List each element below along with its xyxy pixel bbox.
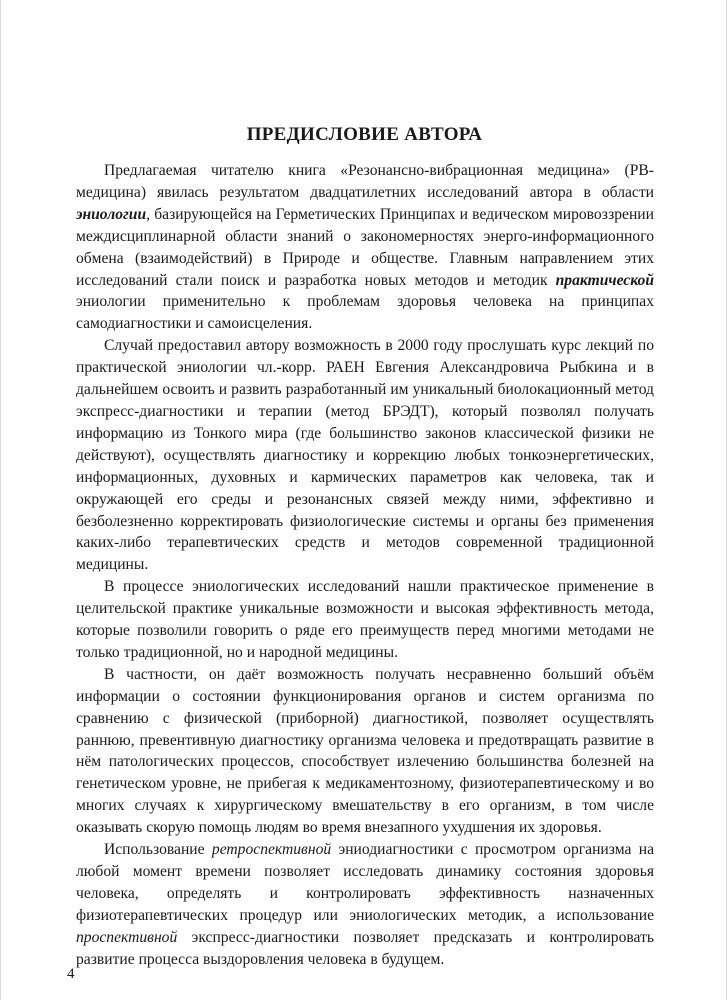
paragraph-1-part-a: Предлагаемая читателю книга «Резонансно-вибрационная медицина» (РВ-медицина) явилась результатом двадцатилетних исследований автора в области: [76, 162, 654, 201]
paragraph-5-part-c: эниодиагностики с просмотром организма на любой момент времени позволяет исследовать динамику состояния здоровья человека, определять и контролировать эффективность назначенных физиотерапевтических процедур или эниологических методик, а использование: [76, 841, 654, 924]
page-title: ПРЕДИСЛОВИЕ АВТОРА: [246, 124, 483, 145]
paragraph-2: Случай предоставил автору возможность в 2000 году прослушать курс лекций по практической эниологии чл.-корр. РАЕН Евгения Александровича Рыбкина и в дальнейшем освоить и развить разработанный им уникальный биолокационный метод экспресс-диагностики и терапии (метод БРЭДТ), который позволял получать информацию из Тонкого мира (где большинство законов классической физики не действуют), осуществлять диагностику и коррекцию любых тонкоэнергетических, информационных, духовных и кармических параметров как человека, так и окружающей его среды и резонансных связей между ними, эффективно и безболезненно корректировать физиологические системы и органы без применения каких-либо терапевтических средств и методов современной традиционной медицины.: [76, 337, 654, 574]
paragraph-1-part-c: , базирующейся на Герметических Принципах и ведическом мировоззрении междисциплинарной области знаний о закономерностях энерго-информационного обмена (взаимодействий) в Природе и обществе. Главным направлением этих исследований стали поиск и разработка новых методов и методик: [76, 205, 654, 289]
paragraph-5: [76, 839, 654, 970]
paragraph-1: [76, 160, 654, 335]
paragraph-4: В частности, он даёт возможность получать несравненно больший объём информации о состоянии функционирования органов и систем организма по сравнению с физической (приборной) диагностикой, позволяет осуществлять раннюю, превентивную диагностику организма человека и предотвращать развитие в нём патологических процессов, способствует излечению большинства болезней на генетическом уровне, не прибегая к медикаментозному, физиотерапевтическому и во многих случаях к хирургическому вмешательству в его организм, в том числе оказывать скорую помощь людям во время внезапного ухудшения их здоровья.: [76, 665, 654, 837]
emphasis-retrospective: ретроспективной: [211, 841, 332, 859]
paragraph-5-part-e: экспресс-диагностики позволяет предсказать и контролировать развитие процесса выздоровления человека в будущем.: [76, 928, 654, 968]
emphasis-eniology: эниологии: [76, 205, 147, 223]
emphasis-practical: практической: [555, 271, 654, 289]
paragraph-3: В процессе эниологических исследований нашли практическое применение в целительской практике уникальные возможности и высокая эффективность метода, которые позволили говорить о ряде его преимуществ перед многими методами не только традиционной, но и народной медицины.: [76, 578, 654, 661]
paragraph-1-part-e: эниологии применительно к проблемам здоровья человека на принципах самодиагностики и самоисцеления.: [76, 293, 654, 333]
paragraph-5-part-a: Использование: [104, 841, 212, 859]
emphasis-prospective: проспективной: [76, 928, 178, 946]
body-text: [76, 160, 654, 971]
page-number: 4: [67, 966, 75, 982]
